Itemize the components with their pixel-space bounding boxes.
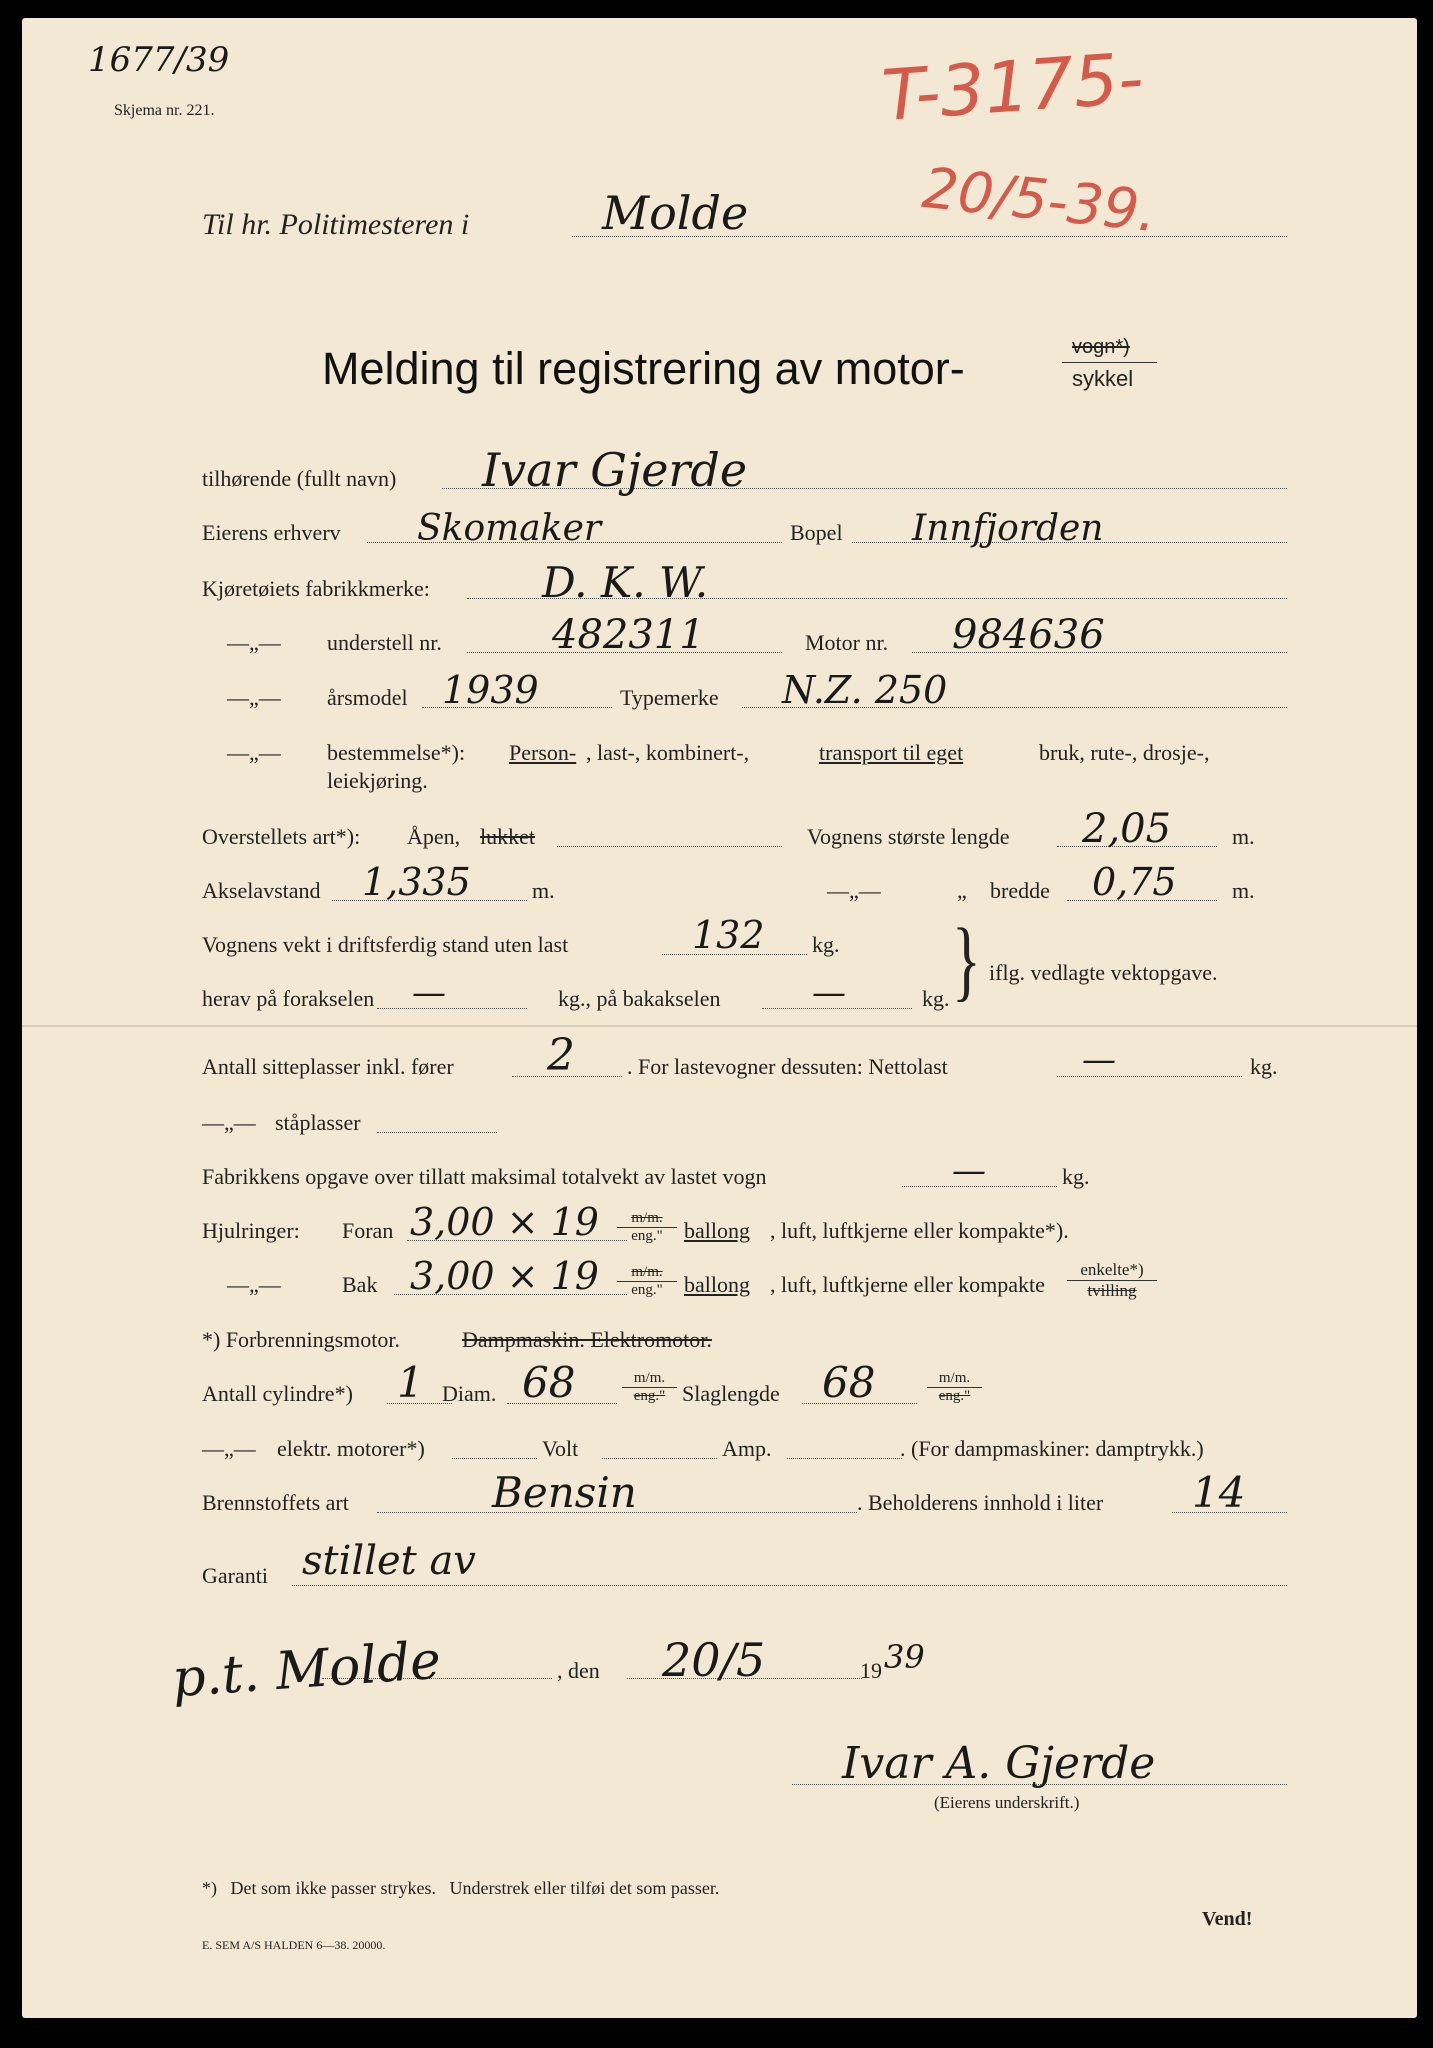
tyres-rear-unit <box>617 1264 677 1300</box>
year-label: årsmodel <box>327 685 408 710</box>
tyres-rear-label: Bak <box>342 1272 378 1297</box>
fuel-value: Bensin <box>492 1468 637 1517</box>
tyres-front-value: 3,00 × 19 <box>410 1200 599 1244</box>
seats-label: Antall sitteplasser inkl. fører <box>202 1054 454 1079</box>
engine-value: 984636 <box>952 612 1105 658</box>
amp-label: Amp. <box>722 1436 772 1461</box>
width-value: 0,75 <box>1092 860 1177 904</box>
form-sheet <box>22 18 1417 2018</box>
tyres-front-rest: , luft, luftkjerne eller kompakte*). <box>770 1218 1069 1243</box>
ditto-standing: —„— <box>202 1110 256 1135</box>
make-label: Kjøretøiets fabrikkmerke: <box>202 576 430 601</box>
bore-value: 68 <box>522 1358 576 1407</box>
footnote: *) Det som ikke passer strykes. Understrek eller tilføi det som passer. <box>202 1878 720 1898</box>
tyres-rear-mm: m/m. <box>631 1264 663 1280</box>
amp-line <box>787 1458 902 1459</box>
ditto-chassis: —„— <box>227 630 281 655</box>
title-option-vogn: vogn*) <box>1072 336 1130 358</box>
cylinders-value: 1 <box>397 1358 424 1407</box>
tyres-front-label: Foran <box>342 1218 394 1243</box>
purpose-person: Person- <box>509 740 577 765</box>
stroke-mm: m/m. <box>938 1370 971 1386</box>
tyres-rear-eng: eng." <box>617 1281 677 1299</box>
residence-value: Innfjorden <box>912 508 1104 549</box>
axle-front-value: — <box>412 973 446 1013</box>
date-value: 20/5 <box>662 1633 766 1687</box>
stroke-unit <box>927 1370 982 1406</box>
tyres-front-unit <box>617 1210 677 1246</box>
stroke-value: 68 <box>822 1358 876 1407</box>
body-open: Åpen, <box>407 824 461 849</box>
bore-eng: eng." <box>622 1387 677 1405</box>
addressee-label: Til hr. Politimesteren i <box>202 208 470 241</box>
tyres-rear-kind <box>1067 1260 1157 1300</box>
title-fraction-line <box>1062 362 1157 363</box>
tank-value: 14 <box>1192 1468 1246 1517</box>
form-number: Skjema nr. 221. <box>114 102 215 119</box>
standing-label: ståplasser <box>275 1110 361 1135</box>
ditto-purpose: —„— <box>227 740 281 765</box>
guarantee-line <box>292 1585 1287 1586</box>
seats-value: 2 <box>547 1030 575 1081</box>
body-line <box>557 846 782 847</box>
year-prefix: 19 <box>860 1658 882 1683</box>
purpose-transport: transport til eget <box>819 740 964 765</box>
guarantee-value: stillet av <box>302 1538 476 1584</box>
den-label: , den <box>557 1658 600 1683</box>
tyres-label: Hjulringer: <box>202 1218 300 1243</box>
weight-note: iflg. vedlagte vektopgave. <box>989 960 1218 985</box>
turn-over: Vend! <box>1202 1908 1253 1930</box>
fuel-label: Brennstoffets art <box>202 1490 349 1515</box>
axle-front-line <box>377 1008 527 1009</box>
max-weight-label: Fabrikkens opgave over tillatt maksimal totalvekt av lastet vogn <box>202 1164 767 1189</box>
tyres-rear-balloon: ballong <box>684 1272 750 1297</box>
ditto-width: —„— <box>827 878 881 903</box>
length-label: Vognens største lengde <box>807 824 1010 849</box>
tyres-front-balloon: ballong <box>684 1218 750 1243</box>
axle-rear-value: — <box>812 973 846 1013</box>
cylinders-label: Antall cylindre*) <box>202 1381 353 1406</box>
length-unit: m. <box>1232 824 1255 849</box>
make-value: D. K. W. <box>542 558 709 607</box>
volt-label: Volt <box>542 1436 579 1461</box>
type-label: Typemerke <box>620 685 719 710</box>
tank-label: . Beholderens innhold i liter <box>857 1490 1104 1515</box>
bore-unit <box>622 1370 677 1406</box>
title-option-sykkel: sykkel <box>1072 366 1134 391</box>
occupation-value: Skomaker <box>417 508 602 549</box>
owner-value: Ivar Gjerde <box>482 443 748 497</box>
weight-label: Vognens vekt i driftsferdig stand uten last <box>202 932 569 957</box>
purpose-label: bestemmelse*): <box>327 740 466 765</box>
axle-rear-unit: kg. <box>922 986 950 1011</box>
type-value: N.Z. 250 <box>782 668 948 712</box>
lorry-label: . For lastevogner dessuten: Nettolast <box>627 1054 948 1079</box>
paper-fold <box>22 1025 1417 1027</box>
tyres-front-mm: m/m. <box>631 1210 663 1226</box>
width-quote: „ <box>957 878 967 903</box>
archive-mark: 1677/39 <box>88 40 230 80</box>
axle-rear-label: kg., på bakakselen <box>558 986 721 1011</box>
place-value: p.t. Molde <box>170 1630 443 1710</box>
ditto-rear: —„— <box>227 1272 281 1297</box>
tyres-twin: tvilling <box>1067 1280 1157 1301</box>
volt-line <box>602 1458 717 1459</box>
max-weight-value: — <box>952 1151 986 1191</box>
netload-value: — <box>1082 1040 1116 1080</box>
weight-value: 132 <box>692 913 765 957</box>
netload-unit: kg. <box>1250 1054 1278 1079</box>
year-suffix: 39 <box>884 1638 925 1676</box>
stroke-label: Slaglengde <box>682 1381 780 1406</box>
weight-unit: kg. <box>812 932 840 957</box>
wheelbase-label: Akselavstand <box>202 878 321 903</box>
chassis-value: 482311 <box>552 612 705 658</box>
occupation-label: Eierens erhverv <box>202 520 341 545</box>
form-title: Melding til registrering av motor- <box>322 343 965 394</box>
engine-label: Motor nr. <box>805 630 889 655</box>
tyres-rear-rest: , luft, luftkjerne eller kompakte <box>770 1272 1045 1297</box>
signature-label: (Eierens underskrift.) <box>934 1793 1080 1812</box>
length-value: 2,05 <box>1082 806 1172 852</box>
steam-label: . (For dampmaskiner: damptrykk.) <box>900 1436 1204 1461</box>
signature-value: Ivar A. Gjerde <box>842 1738 1156 1789</box>
stroke-eng: eng." <box>927 1387 982 1405</box>
purpose-line2: leiekjøring. <box>327 768 428 793</box>
electric-line <box>452 1458 537 1459</box>
ditto-electric: —„— <box>202 1436 256 1461</box>
engine-kind-prefix: *) Forbrenningsmotor. <box>202 1327 400 1352</box>
tyres-rear-value: 3,00 × 19 <box>410 1254 599 1298</box>
wheelbase-value: 1,335 <box>362 860 471 904</box>
guarantee-label: Garanti <box>202 1563 268 1588</box>
body-closed: lukket <box>480 824 535 849</box>
stamp-line-2: 20/5-39. <box>919 155 1160 246</box>
chassis-label: understell nr. <box>327 630 442 655</box>
engine-kind-struck: Dampmaskin. Elektromotor. <box>462 1327 712 1352</box>
purpose-mid: , last-, kombinert-, <box>586 740 750 765</box>
printer-imprint: E. SEM A/S HALDEN 6—38. 20000. <box>202 1938 386 1952</box>
bore-mm: m/m. <box>633 1370 666 1386</box>
owner-label: tilhørende (fullt navn) <box>202 466 397 491</box>
electric-label: elektr. motorer*) <box>277 1436 425 1461</box>
residence-label: Bopel <box>790 520 843 545</box>
standing-line <box>377 1132 497 1133</box>
axle-front-label: herav på forakselen <box>202 986 375 1011</box>
max-weight-unit: kg. <box>1062 1164 1090 1189</box>
bore-label: Diam. <box>442 1381 497 1406</box>
year-value: 1939 <box>442 668 539 712</box>
purpose-end: bruk, rute-, drosje-, <box>1039 740 1210 765</box>
weight-brace: } <box>952 910 981 1010</box>
tyres-front-eng: eng." <box>617 1227 677 1245</box>
stamp-line-1: T-3175- <box>879 36 1146 138</box>
body-label: Overstellets art*): <box>202 824 361 849</box>
width-label: bredde <box>990 878 1050 903</box>
wheelbase-unit: m. <box>532 878 555 903</box>
ditto-year: —„— <box>227 685 281 710</box>
width-unit: m. <box>1232 878 1255 903</box>
tyres-single: enkelte*) <box>1080 1260 1144 1279</box>
addressee-value: Molde <box>602 186 749 240</box>
